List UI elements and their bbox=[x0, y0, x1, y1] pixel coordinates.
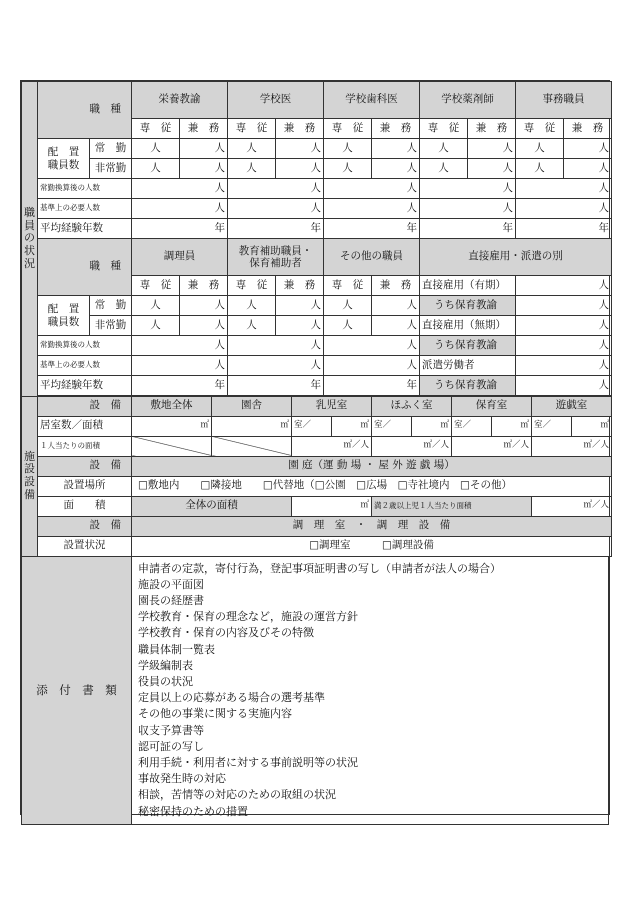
direct-yuki: 直接雇用（有期） bbox=[420, 276, 516, 296]
table-cell: 人 bbox=[420, 159, 468, 179]
table-cell: 施設設備 bbox=[24, 449, 35, 501]
table-cell: ㎡ bbox=[412, 416, 452, 436]
slash-cell-1 bbox=[132, 436, 212, 456]
table-cell: 人 bbox=[420, 139, 468, 159]
staff-section-label bbox=[22, 82, 38, 397]
table-cell: 人 bbox=[516, 316, 612, 336]
hijokin-row-2 bbox=[22, 316, 630, 336]
table-cell: 年 bbox=[228, 219, 324, 239]
table-cell: 専 従 bbox=[516, 119, 564, 139]
table-cell: 人 bbox=[372, 316, 420, 336]
table-cell bbox=[38, 516, 132, 536]
table-cell: 専 従 bbox=[228, 119, 276, 139]
shokushu-header: 職 種 bbox=[89, 103, 121, 116]
table-cell: ㎡ bbox=[332, 416, 372, 436]
table-cell: 室／ bbox=[532, 416, 572, 436]
table-cell: 兼 務 bbox=[180, 276, 228, 296]
table-cell: 専 従 bbox=[132, 276, 180, 296]
table-cell: 人 bbox=[516, 336, 612, 356]
role-eiyo: 栄養教諭 bbox=[132, 82, 228, 119]
item-hofuku: ほふく室 bbox=[372, 396, 452, 416]
table-cell: 人 bbox=[180, 316, 228, 336]
uchi-hoiku-3: うち保育教諭 bbox=[420, 376, 516, 396]
table-cell: ㎡／人 bbox=[292, 436, 372, 456]
table-cell: 室／ bbox=[292, 416, 332, 436]
table-cell: 人 bbox=[324, 199, 420, 219]
uchi-hoiku-2: うち保育教諭 bbox=[420, 336, 516, 356]
per-over2-label: 満２歳以上児１人当たり面積 bbox=[372, 496, 532, 516]
table-cell: 人 bbox=[516, 159, 564, 179]
attachments-list bbox=[132, 556, 609, 824]
table-cell: ㎡ bbox=[132, 416, 212, 436]
table-cell: 人 bbox=[516, 376, 612, 396]
table-cell: 職員数 bbox=[47, 315, 80, 328]
table-cell: ㎡／人 bbox=[532, 436, 612, 456]
table-cell: 人 bbox=[132, 179, 228, 199]
table-cell: 兼 務 bbox=[372, 276, 420, 296]
table-cell: 人 bbox=[132, 356, 228, 376]
attachment-item: 事故発生時の対応 bbox=[138, 772, 226, 786]
attachment-item: 秘密保持のための措置 bbox=[138, 804, 248, 818]
table-cell: 人 bbox=[516, 199, 612, 219]
table-cell: 人 bbox=[516, 179, 612, 199]
kijun-row-2 bbox=[22, 356, 630, 376]
table-cell: 設置場所 bbox=[38, 476, 132, 496]
table-cell: 人 bbox=[228, 159, 276, 179]
item-ensha: 園舎 bbox=[212, 396, 292, 416]
table-cell: 配 置 bbox=[47, 303, 80, 316]
item-nyuji: 乳児室 bbox=[292, 396, 372, 416]
total-area-label: 全体の面積 bbox=[132, 496, 292, 516]
table-cell: 年 bbox=[516, 219, 612, 239]
table-cell: 室／ bbox=[372, 416, 412, 436]
setsubi-header-3: 設 備 bbox=[89, 519, 121, 532]
attachment-item: 職員体制一覧表 bbox=[138, 642, 215, 656]
table-cell: 常 勤 bbox=[90, 296, 132, 316]
table-cell: 人 bbox=[372, 159, 420, 179]
table-cell: 人 bbox=[132, 139, 180, 159]
table-cell: 兼 務 bbox=[180, 119, 228, 139]
table-cell: 人 bbox=[276, 139, 324, 159]
role-sonota: その他の職員 bbox=[324, 239, 420, 276]
table-cell: 人 bbox=[372, 296, 420, 316]
kitchen-header: 調 理 室 ・ 調 理 設 備 bbox=[132, 516, 612, 536]
table-cell: 設置状況 bbox=[38, 536, 132, 556]
table-cell: 人 bbox=[228, 139, 276, 159]
table-cell: 人 bbox=[516, 356, 612, 376]
role-shika: 学校歯科医 bbox=[324, 82, 420, 119]
table-cell: 人 bbox=[132, 316, 180, 336]
attachment-item: 役員の状況 bbox=[138, 674, 193, 688]
table-cell: 人 bbox=[228, 179, 324, 199]
table-cell: 人 bbox=[468, 139, 516, 159]
role-kyoiku-hojo: 教育補助職員・保育補助者 bbox=[228, 239, 324, 276]
table-cell: 基準上の必要人数 bbox=[38, 199, 132, 219]
table-cell bbox=[38, 239, 132, 296]
haichi-label bbox=[38, 139, 90, 179]
facility-section-label bbox=[22, 396, 38, 556]
attachment-item: 利用手続・利用者に対する事前説明等の状況 bbox=[138, 755, 358, 769]
table-cell: 平均経験年数 bbox=[38, 219, 132, 239]
setsubi-header-2: 設 備 bbox=[89, 459, 121, 472]
attachment-item: 学校教育・保育の理念など，施設の運営方針 bbox=[138, 610, 358, 624]
table-cell: 常 勤 bbox=[90, 139, 132, 159]
kanzan-row-2 bbox=[22, 336, 630, 356]
kanzan-row-1 bbox=[22, 179, 630, 199]
table-cell: 人 bbox=[228, 336, 324, 356]
slash-cell-2 bbox=[212, 436, 292, 456]
role-gakkoi: 学校医 bbox=[228, 82, 324, 119]
table-cell: ㎡ bbox=[292, 496, 372, 516]
role-chori: 調理員 bbox=[132, 239, 228, 276]
table-cell: 人 bbox=[324, 336, 420, 356]
kijun-row-1 bbox=[22, 199, 630, 219]
table-cell: 人 bbox=[324, 179, 420, 199]
table-cell bbox=[38, 396, 132, 416]
table-cell: 人 bbox=[180, 159, 228, 179]
table-cell: 兼 務 bbox=[564, 119, 612, 139]
kitchen-options[interactable]: □調理室 □調理設備 bbox=[132, 536, 612, 556]
jokin-row-1 bbox=[22, 139, 630, 159]
table-cell: 年 bbox=[324, 219, 420, 239]
table-cell: 年 bbox=[132, 376, 228, 396]
heikin-row-1 bbox=[22, 219, 630, 239]
table-cell: 人 bbox=[516, 296, 612, 316]
table-cell: 年 bbox=[420, 219, 516, 239]
table-cell: 年 bbox=[324, 376, 420, 396]
table-cell: 専 従 bbox=[324, 119, 372, 139]
table-cell: 職員の状況 bbox=[24, 206, 35, 270]
table-cell: 人 bbox=[516, 276, 612, 296]
table-cell: 室／ bbox=[452, 416, 492, 436]
table-cell: 兼 務 bbox=[276, 276, 324, 296]
role-jimu: 事務職員 bbox=[516, 82, 612, 119]
table-cell: 配 置 bbox=[47, 146, 80, 159]
direct-dispatch-header: 直接雇用・派遣の別 bbox=[420, 239, 612, 276]
table-cell: 基準上の必要人数 bbox=[38, 356, 132, 376]
jokin-row-2 bbox=[22, 296, 630, 316]
location-row bbox=[22, 476, 612, 496]
table-cell: 人 bbox=[276, 316, 324, 336]
attachment-item: 申請者の定款，寄付行為，登記事項証明書の写し（申請者が法人の場合） bbox=[138, 561, 501, 575]
attachment-item: 施設の平面図 bbox=[138, 577, 204, 591]
table-cell: 兼 務 bbox=[276, 119, 324, 139]
table-cell: 平均経験年数 bbox=[38, 376, 132, 396]
hijokin-row-1 bbox=[22, 159, 630, 179]
table-cell: 人 bbox=[372, 139, 420, 159]
facility-table bbox=[21, 396, 612, 557]
haichi-label-2 bbox=[38, 296, 90, 336]
attachment-item: 定員以上の応募がある場合の選考基準 bbox=[138, 691, 325, 705]
table-cell: 居室数／面積 bbox=[38, 416, 132, 436]
staff-table bbox=[21, 81, 630, 397]
table-cell: 常勤換算後の人数 bbox=[38, 336, 132, 356]
table-cell: 人 bbox=[132, 199, 228, 219]
table-cell: 人 bbox=[324, 356, 420, 376]
table-cell: 専 従 bbox=[132, 119, 180, 139]
table-cell: 非常勤 bbox=[90, 159, 132, 179]
table-cell: ㎡／人 bbox=[532, 496, 612, 516]
table-cell: 人 bbox=[516, 139, 564, 159]
table-cell: 兼 務 bbox=[468, 119, 516, 139]
table-cell: 専 従 bbox=[420, 119, 468, 139]
attachment-item: 園長の経歴書 bbox=[138, 593, 204, 607]
table-cell: 人 bbox=[276, 296, 324, 316]
haken: 派遣労働者 bbox=[420, 356, 516, 376]
item-shikichi: 敷地全体 bbox=[132, 396, 212, 416]
location-options[interactable]: □敷地内 □隣接地 □代替地（□公園 □広場 □寺社境内 □その他） bbox=[132, 476, 612, 496]
application-form bbox=[20, 80, 610, 818]
table-cell: 専 従 bbox=[324, 276, 372, 296]
table-cell: ㎡／人 bbox=[452, 436, 532, 456]
table-cell: 人 bbox=[132, 159, 180, 179]
table-cell: 人 bbox=[324, 139, 372, 159]
attachment-item: 収支予算書等 bbox=[138, 723, 204, 737]
direct-muki: 直接雇用（無期） bbox=[420, 316, 516, 336]
table-cell: 面 積 bbox=[38, 496, 132, 516]
setsubi-header: 設 備 bbox=[89, 399, 121, 412]
area-row bbox=[22, 496, 612, 516]
attachment-item: 学級編制表 bbox=[138, 658, 193, 672]
table-cell: ㎡／人 bbox=[372, 436, 452, 456]
yard-header: 園 庭（運 動 場 ・ 屋 外 遊 戯 場） bbox=[132, 456, 612, 476]
table-cell: 人 bbox=[420, 199, 516, 219]
role-yakuzai: 学校薬剤師 bbox=[420, 82, 516, 119]
table-cell: ㎡ bbox=[212, 416, 292, 436]
table-cell bbox=[38, 456, 132, 476]
table-cell: 年 bbox=[132, 219, 228, 239]
per-person-row bbox=[22, 436, 612, 456]
uchi-hoiku-1: うち保育教諭 bbox=[420, 296, 516, 316]
table-cell: 人 bbox=[324, 296, 372, 316]
table-cell: 人 bbox=[324, 159, 372, 179]
attachments-label: 添 付 書 類 bbox=[22, 556, 132, 824]
table-cell: 人 bbox=[180, 296, 228, 316]
table-cell: 職員数 bbox=[47, 158, 80, 171]
table-cell: 人 bbox=[564, 159, 612, 179]
table-cell: 専 従 bbox=[228, 276, 276, 296]
table-cell: ㎡ bbox=[572, 416, 612, 436]
table-cell: ㎡ bbox=[492, 416, 532, 436]
table-cell bbox=[38, 82, 132, 139]
table-cell: 人 bbox=[228, 316, 276, 336]
kyoshitsu-row bbox=[22, 416, 612, 436]
table-cell: 人 bbox=[228, 356, 324, 376]
table-cell: 兼 務 bbox=[372, 119, 420, 139]
table-cell: 人 bbox=[228, 199, 324, 219]
table-cell: １人当たりの面積 bbox=[38, 436, 132, 456]
shokushu-header-2: 職 種 bbox=[89, 260, 121, 273]
table-cell: 人 bbox=[276, 159, 324, 179]
item-yugi: 遊戯室 bbox=[532, 396, 612, 416]
table-cell: 人 bbox=[180, 139, 228, 159]
table-cell: 人 bbox=[324, 316, 372, 336]
kitchen-row bbox=[22, 536, 612, 556]
table-cell: 人 bbox=[132, 336, 228, 356]
attachments-table bbox=[21, 556, 609, 825]
table-cell: 人 bbox=[228, 296, 276, 316]
table-cell: 人 bbox=[564, 139, 612, 159]
table-cell: 人 bbox=[132, 296, 180, 316]
heikin-row-2 bbox=[22, 376, 630, 396]
attachment-item: その他の事業に関する実施内容 bbox=[138, 707, 292, 721]
table-cell: 人 bbox=[420, 179, 516, 199]
attachment-item: 認可証の写し bbox=[138, 739, 204, 753]
item-hoiku: 保育室 bbox=[452, 396, 532, 416]
table-cell: 人 bbox=[468, 159, 516, 179]
table-cell: 常勤換算後の人数 bbox=[38, 179, 132, 199]
attachment-item: 学校教育・保育の内容及びその特徴 bbox=[138, 626, 314, 640]
table-cell: 年 bbox=[228, 376, 324, 396]
table-cell: 非常勤 bbox=[90, 316, 132, 336]
attachment-item: 相談，苦情等の対応のための取組の状況 bbox=[138, 788, 336, 802]
